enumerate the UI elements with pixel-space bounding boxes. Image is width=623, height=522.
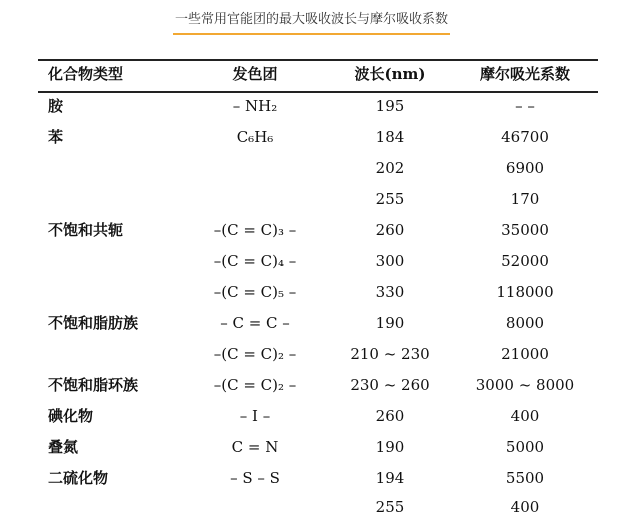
- cell-chromophore: C₆H₆: [236, 128, 274, 146]
- cell-molar-absorptivity: 118000: [496, 283, 554, 301]
- cell-molar-absorptivity: 52000: [501, 252, 549, 270]
- cell-compound-type: 碘化物: [48, 407, 94, 425]
- cell-compound-type: 叠氮: [48, 438, 79, 456]
- cell-wavelength: 194: [375, 469, 405, 487]
- cell-molar-absorptivity: 6900: [505, 159, 545, 177]
- cell-chromophore: – S – S: [230, 469, 280, 487]
- cell-wavelength: 210 ~ 230: [350, 345, 430, 363]
- cell-wavelength: 330: [375, 283, 405, 301]
- cell-molar-absorptivity: 170: [510, 190, 540, 208]
- cell-chromophore: –(C = C)₄ –: [213, 252, 297, 270]
- cell-molar-absorptivity: 21000: [501, 345, 549, 363]
- cell-molar-absorptivity: 5500: [505, 469, 545, 487]
- cell-compound-type: 不饱和共轭: [48, 221, 124, 239]
- cell-molar-absorptivity: 400: [510, 498, 540, 516]
- header-chromophore: 发色团: [232, 65, 278, 83]
- cell-molar-absorptivity: 5000: [505, 438, 545, 456]
- cell-molar-absorptivity: – –: [515, 97, 535, 115]
- table-top-rule: [38, 59, 598, 61]
- cell-wavelength: 260: [375, 221, 405, 239]
- header-molar-absorptivity: 摩尔吸光系数: [479, 65, 570, 83]
- cell-wavelength: 230 ~ 260: [350, 376, 430, 394]
- table-caption: [0, 8, 623, 35]
- header-wavelength: 波长(nm): [354, 65, 426, 83]
- cell-molar-absorptivity: 3000 ~ 8000: [475, 376, 575, 394]
- cell-wavelength: 190: [375, 314, 405, 332]
- header-compound-type: 化合物类型: [48, 65, 124, 83]
- cell-wavelength: 255: [375, 190, 405, 208]
- cell-molar-absorptivity: 400: [510, 407, 540, 425]
- cell-compound-type: 不饱和脂环族: [48, 376, 139, 394]
- cell-wavelength: 190: [375, 438, 405, 456]
- cell-compound-type: 胺: [48, 97, 64, 115]
- cell-wavelength: 255: [375, 498, 405, 516]
- cell-wavelength: 202: [375, 159, 405, 177]
- cell-chromophore: – C = C –: [220, 314, 290, 332]
- cell-compound-type: 二硫化物: [48, 469, 109, 487]
- cell-molar-absorptivity: 46700: [501, 128, 549, 146]
- cell-chromophore: –(C = C)₃ –: [213, 221, 297, 239]
- cell-chromophore: C = N: [231, 438, 279, 456]
- cell-wavelength: 184: [375, 128, 405, 146]
- cell-molar-absorptivity: 35000: [501, 221, 549, 239]
- cell-chromophore: – I –: [239, 407, 271, 425]
- table-header-rule: [38, 91, 598, 93]
- cell-wavelength: 260: [375, 407, 405, 425]
- cell-wavelength: 195: [375, 97, 405, 115]
- cell-chromophore: – NH₂: [232, 97, 278, 115]
- cell-compound-type: 苯: [48, 128, 64, 146]
- cell-chromophore: –(C = C)₂ –: [213, 376, 297, 394]
- cell-molar-absorptivity: 8000: [505, 314, 545, 332]
- cell-compound-type: 不饱和脂肪族: [48, 314, 139, 332]
- cell-wavelength: 300: [375, 252, 405, 270]
- cell-chromophore: –(C = C)₂ –: [213, 345, 297, 363]
- caption-text: 一些常用官能团的最大吸收波长与摩尔吸收系数: [173, 8, 450, 35]
- cell-chromophore: –(C = C)₅ –: [213, 283, 297, 301]
